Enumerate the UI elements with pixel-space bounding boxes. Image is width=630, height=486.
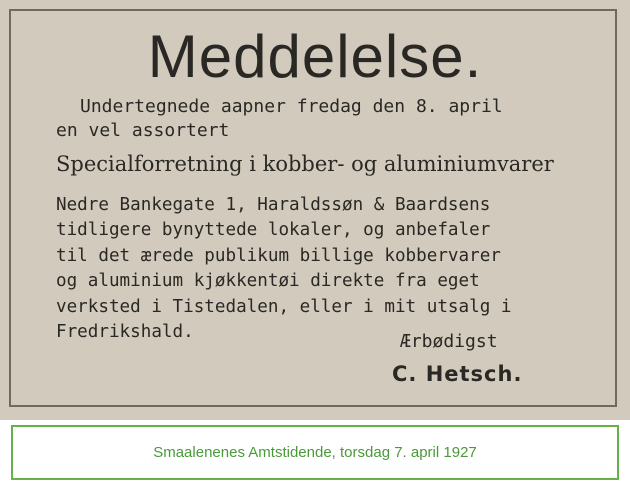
notice-headline: Meddelelse. [147,23,483,90]
shop-name-line: Specialforretning i kobber- og aluminiumvarer [56,152,554,176]
body-line: Nedre Bankegate 1, Haraldssøn & Baardsens [56,195,491,215]
body-line: Fredrikshald. [56,322,194,343]
closing-salutation: Ærbødigst [400,331,498,352]
caption-box [11,425,619,480]
body-line: tidligere bynyttede lokaler, og anbefaler [56,220,491,241]
intro-line-1: Undertegnede aapner fredag den 8. april [80,96,503,117]
source-caption: Smaalenenes Amtstidende, torsdag 7. april 1927 [153,444,477,461]
body-line: verksted i Tistedalen, eller i mit utsalg i [56,296,512,317]
body-line: og aluminium kjøkkentøi direkte fra eget [56,271,480,292]
body-line: til det ærede publikum billige kobbervarer [56,245,501,266]
signature: C. Hetsch. [392,362,523,386]
notice-body [56,193,511,345]
intro-line-2: en vel assortert [56,120,230,141]
